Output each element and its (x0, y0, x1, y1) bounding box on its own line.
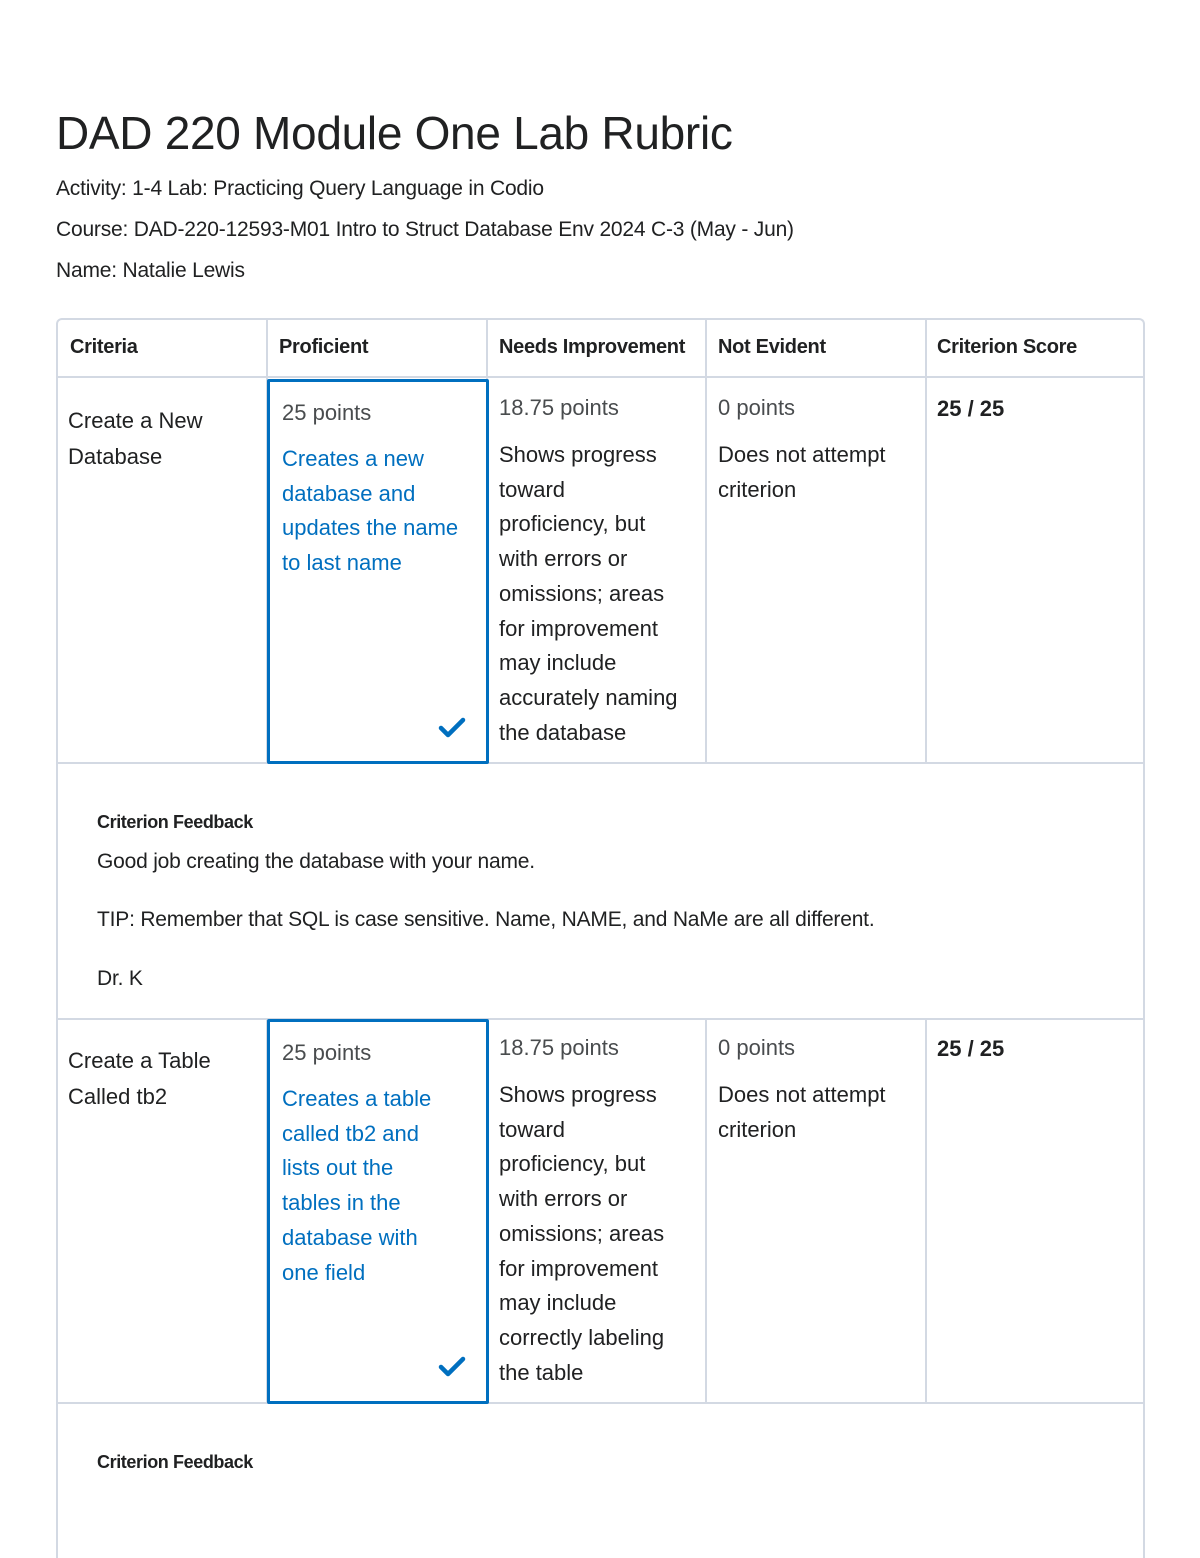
divider (58, 762, 1143, 764)
name-line: Name: Natalie Lewis (56, 259, 245, 282)
criterion-feedback-label: Criterion Feedback (97, 1452, 253, 1472)
needs-improvement-description: Shows progress toward proficiency, but with errors or omissions; areas for improvement may include accurately naming the database (499, 442, 678, 745)
proficient-points: 25 points (282, 1040, 372, 1065)
feedback-tip: TIP: Remember that SQL is case sensitive. Name, NAME, and NaMe are all different. (97, 908, 875, 931)
header-needs-improvement: Needs Improvement (499, 336, 686, 358)
feedback-signature: Dr. K (97, 967, 143, 990)
needs-improvement-level[interactable] (487, 1017, 705, 1402)
needs-improvement-level[interactable] (487, 377, 705, 762)
activity-line: Activity: 1-4 Lab: Practicing Query Language in Codio (56, 177, 544, 200)
rubric-table (56, 318, 1145, 1558)
divider (58, 1402, 1143, 1404)
course-line: Course: DAD-220-12593-M01 Intro to Struct Database Env 2024 C-3 (May - Jun) (56, 218, 794, 241)
not-evident-level[interactable] (707, 1017, 925, 1402)
proficient-level-selected[interactable] (267, 1019, 489, 1404)
not-evident-level[interactable] (707, 377, 925, 762)
checkmark-icon (438, 716, 466, 740)
not-evident-points: 0 points (718, 395, 796, 420)
proficient-description: Creates a table called tb2 and lists out the tables in the database with one field (282, 1086, 432, 1285)
proficient-points: 25 points (282, 400, 372, 425)
header-criterion-score: Criterion Score (937, 336, 1077, 358)
header-not-evident: Not Evident (718, 336, 826, 358)
needs-improvement-points: 18.75 points (499, 1035, 619, 1060)
criterion-feedback-label: Criterion Feedback (97, 812, 253, 832)
divider (925, 1018, 927, 1402)
feedback-text: Good job creating the database with your name. (97, 850, 535, 873)
page-title: DAD 220 Module One Lab Rubric (56, 107, 733, 159)
criterion-name: Create a Table Called tb2 (68, 1048, 211, 1109)
header-proficient: Proficient (279, 336, 369, 358)
checkmark-icon (438, 1355, 466, 1379)
criterion-name: Create a New Database (68, 408, 203, 469)
needs-improvement-description: Shows progress toward proficiency, but with errors or omissions; areas for improvement may include correctly labeling the table (499, 1082, 665, 1385)
proficient-description: Creates a new database and updates the name to last name (282, 446, 459, 576)
not-evident-description: Does not attempt criterion (718, 1082, 886, 1142)
proficient-level-selected[interactable] (267, 379, 489, 764)
divider (925, 320, 927, 762)
not-evident-points: 0 points (718, 1035, 796, 1060)
criterion-score: 25 / 25 (937, 1036, 1005, 1061)
header-criteria: Criteria (70, 336, 138, 358)
not-evident-description: Does not attempt criterion (718, 442, 886, 502)
needs-improvement-points: 18.75 points (499, 395, 619, 420)
criterion-score: 25 / 25 (937, 396, 1005, 421)
